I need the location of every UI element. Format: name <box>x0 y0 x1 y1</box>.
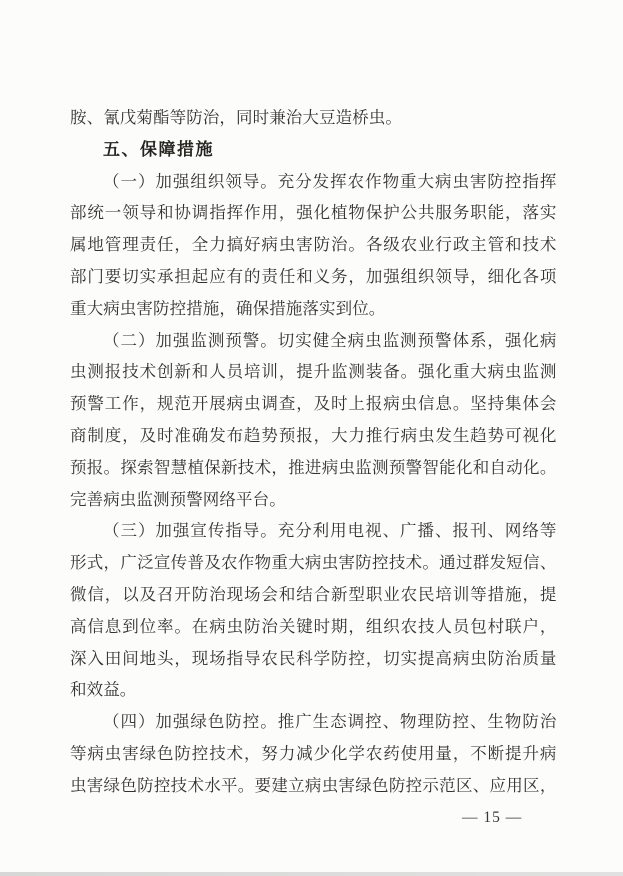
doc-line: （四）加强绿色防控。推广生态调控、物理防控、生物防治 <box>103 712 556 732</box>
doc-line: 属地管理责任，全力搞好病虫害防治。各级农业行政主管和技术 <box>70 235 556 255</box>
doc-line: 完善病虫监测预警网络平台。 <box>70 489 286 509</box>
doc-line: 重大病虫害防控措施，确保措施落实到位。 <box>70 298 386 318</box>
doc-line: 胺、氰戊菊酯等防治，同时兼治大豆造桥虫。 <box>70 108 402 127</box>
doc-line: （二）加强监测预警。切实健全病虫监测预警体系，强化病 <box>103 330 556 350</box>
doc-line: 预报。探索智慧植保新技术，推进病虫监测预警智能化和自动化。 <box>70 457 556 477</box>
doc-line: 高信息到位率。在病虫防治关键时期，组织农技人员包村联户， <box>70 616 556 636</box>
doc-line: 商制度，及时准确发布趋势预报，大力推行病虫发生趋势可视化 <box>70 425 556 445</box>
doc-line: 部门要切实承担起应有的责任和义务，加强组织领导，细化各项 <box>70 266 556 286</box>
doc-line: 形式，广泛宣传普及农作物重大病虫害防控技术。通过群发短信、 <box>70 553 556 573</box>
doc-line: 部统一领导和协调指挥作用，强化植物保护公共服务职能，落实 <box>70 203 556 223</box>
doc-line: 虫测报技术创新和人员培训，提升监测装备。强化重大病虫监测 <box>70 362 556 382</box>
doc-line: 等病虫害绿色防控技术，努力减少化学农药使用量，不断提升病 <box>70 743 556 763</box>
page-number: — 15 — <box>462 809 523 826</box>
doc-line: 深入田间地头，现场指导农民科学防控，切实提高病虫防治质量 <box>70 648 556 668</box>
doc-line: 和效益。 <box>70 680 137 700</box>
doc-line: （三）加强宣传指导。充分利用电视、广播、报刊、网络等 <box>103 521 556 541</box>
section-heading: 五、保障措施 <box>103 139 214 159</box>
doc-line: 虫害绿色防控技术水平。要建立病虫害绿色防控示范区、应用区， <box>70 775 556 795</box>
doc-line: 微信，以及召开防治现场会和结合新型职业农民培训等措施，提 <box>70 584 556 604</box>
doc-line: （一）加强组织领导。充分发挥农作物重大病虫害防控指挥 <box>103 171 556 191</box>
scan-edge-shadow <box>0 872 623 876</box>
doc-line: 预警工作，规范开展病虫调查，及时上报病虫信息。坚持集体会 <box>70 394 556 414</box>
document-body <box>70 102 556 802</box>
